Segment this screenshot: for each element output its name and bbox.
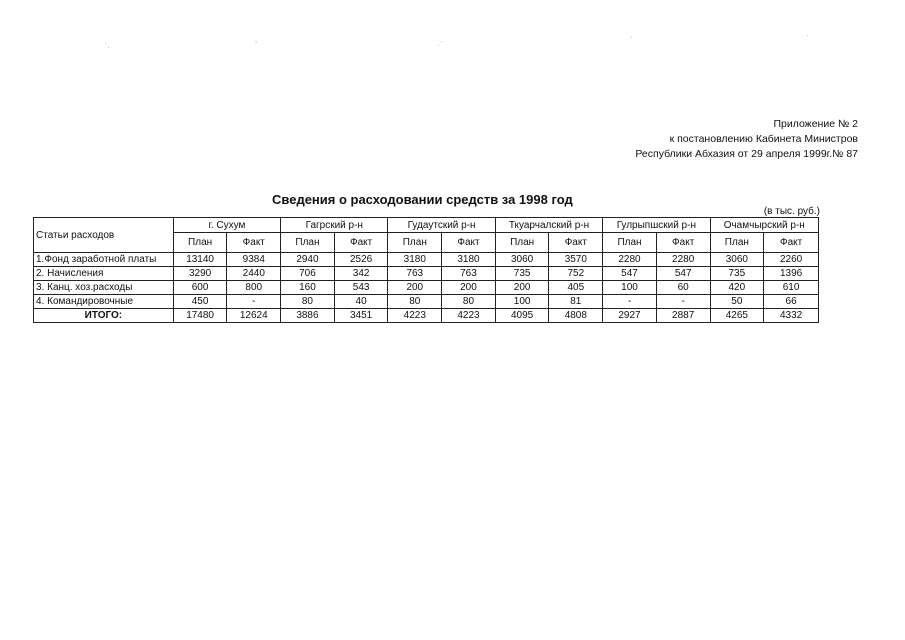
plan-header: План	[173, 233, 227, 253]
table-cell: 420	[710, 281, 764, 295]
table-cell: 2280	[656, 253, 710, 267]
table-row	[34, 267, 819, 281]
table-cell: 100	[603, 281, 657, 295]
table-cell: 1396	[764, 267, 819, 281]
table-cell: -	[656, 295, 710, 309]
row-label: 1.Фонд заработной платы	[34, 253, 174, 267]
total-cell: 4808	[549, 309, 603, 323]
appendix-note	[635, 117, 858, 162]
fact-header: Факт	[442, 233, 496, 253]
table-row	[34, 281, 819, 295]
table-cell: 13140	[173, 253, 227, 267]
region-header: Гулрыпшский р-н	[603, 218, 710, 233]
appendix-line-3: Республики Абхазия от 29 апреля 1999г.№ 87	[635, 148, 858, 160]
table-cell: 735	[710, 267, 764, 281]
region-header: г. Сухум	[173, 218, 280, 233]
table-cell: 706	[281, 267, 335, 281]
row-label: 3. Канц. хоз.расходы	[34, 281, 174, 295]
scan-speck: ˌ·	[437, 36, 443, 46]
region-header: Гудаутский р-н	[388, 218, 495, 233]
expenses-table	[33, 217, 819, 323]
table-cell: 450	[173, 295, 227, 309]
table-cell: 3180	[388, 253, 442, 267]
table-cell: 200	[388, 281, 442, 295]
region-header: Очамчырский р-н	[710, 218, 818, 233]
table-cell: 3180	[442, 253, 496, 267]
table-cell: 100	[495, 295, 549, 309]
table-cell: 200	[442, 281, 496, 295]
units-note: (в тыс. руб.)	[763, 206, 820, 217]
table-row	[34, 253, 819, 267]
table-cell: 50	[710, 295, 764, 309]
table-cell: 160	[281, 281, 335, 295]
table-cell: 80	[388, 295, 442, 309]
scan-speck: ˈ	[630, 35, 633, 45]
total-cell: 4265	[710, 309, 764, 323]
fact-header: Факт	[549, 233, 603, 253]
table-cell: 2526	[334, 253, 388, 267]
table-cell: 3570	[549, 253, 603, 267]
row-label: 2. Начисления	[34, 267, 174, 281]
table-cell: 200	[495, 281, 549, 295]
table-cell: 610	[764, 281, 819, 295]
plan-header: План	[710, 233, 764, 253]
table-cell: 752	[549, 267, 603, 281]
appendix-line-2: к постановлению Кабинета Министров	[669, 133, 858, 145]
plan-header: План	[495, 233, 549, 253]
total-row	[34, 309, 819, 323]
table-cell: 40	[334, 295, 388, 309]
table-cell: 547	[603, 267, 657, 281]
fact-header: Факт	[227, 233, 281, 253]
table-cell: 80	[281, 295, 335, 309]
table-row	[34, 295, 819, 309]
table-cell: 2940	[281, 253, 335, 267]
table-cell: 800	[227, 281, 281, 295]
table-cell: 80	[442, 295, 496, 309]
table-cell: 763	[442, 267, 496, 281]
total-cell: 3451	[334, 309, 388, 323]
total-cell: 17480	[173, 309, 227, 323]
table-header-row	[34, 218, 819, 233]
table-cell: 763	[388, 267, 442, 281]
region-header: Гагрский р-н	[281, 218, 388, 233]
total-cell: 2887	[656, 309, 710, 323]
table-cell: 2440	[227, 267, 281, 281]
expense-items-header: Статьи расходов	[34, 218, 174, 253]
total-cell: 3886	[281, 309, 335, 323]
fact-header: Факт	[656, 233, 710, 253]
plan-header: План	[603, 233, 657, 253]
region-header: Ткуарчалский р-н	[495, 218, 602, 233]
table-cell: -	[227, 295, 281, 309]
total-cell: 2927	[603, 309, 657, 323]
total-cell: 12624	[227, 309, 281, 323]
total-cell: 4332	[764, 309, 819, 323]
fact-header: Факт	[334, 233, 388, 253]
table-cell: 60	[656, 281, 710, 295]
scan-speck: ‚	[255, 34, 257, 44]
appendix-line-1: Приложение № 2	[773, 118, 858, 130]
table-cell: 547	[656, 267, 710, 281]
scan-speck: ·	[806, 30, 809, 40]
plan-header: План	[388, 233, 442, 253]
table-cell: 405	[549, 281, 603, 295]
table-cell: 81	[549, 295, 603, 309]
table-cell: 600	[173, 281, 227, 295]
table-cell: -	[603, 295, 657, 309]
table-cell: 9384	[227, 253, 281, 267]
plan-header: План	[281, 233, 335, 253]
table-cell: 735	[495, 267, 549, 281]
table-cell: 543	[334, 281, 388, 295]
total-cell: 4095	[495, 309, 549, 323]
table-cell: 342	[334, 267, 388, 281]
total-label: ИТОГО:	[34, 309, 174, 323]
table-cell: 2260	[764, 253, 819, 267]
scan-speck: ·ˌ	[104, 38, 110, 48]
table-cell: 3060	[710, 253, 764, 267]
document-title: Сведения о расходовании средств за 1998 год	[272, 192, 573, 207]
total-cell: 4223	[388, 309, 442, 323]
table-cell: 3060	[495, 253, 549, 267]
table-cell: 2280	[603, 253, 657, 267]
table-cell: 3290	[173, 267, 227, 281]
row-label: 4. Командировочные	[34, 295, 174, 309]
total-cell: 4223	[442, 309, 496, 323]
fact-header: Факт	[764, 233, 819, 253]
table-cell: 66	[764, 295, 819, 309]
